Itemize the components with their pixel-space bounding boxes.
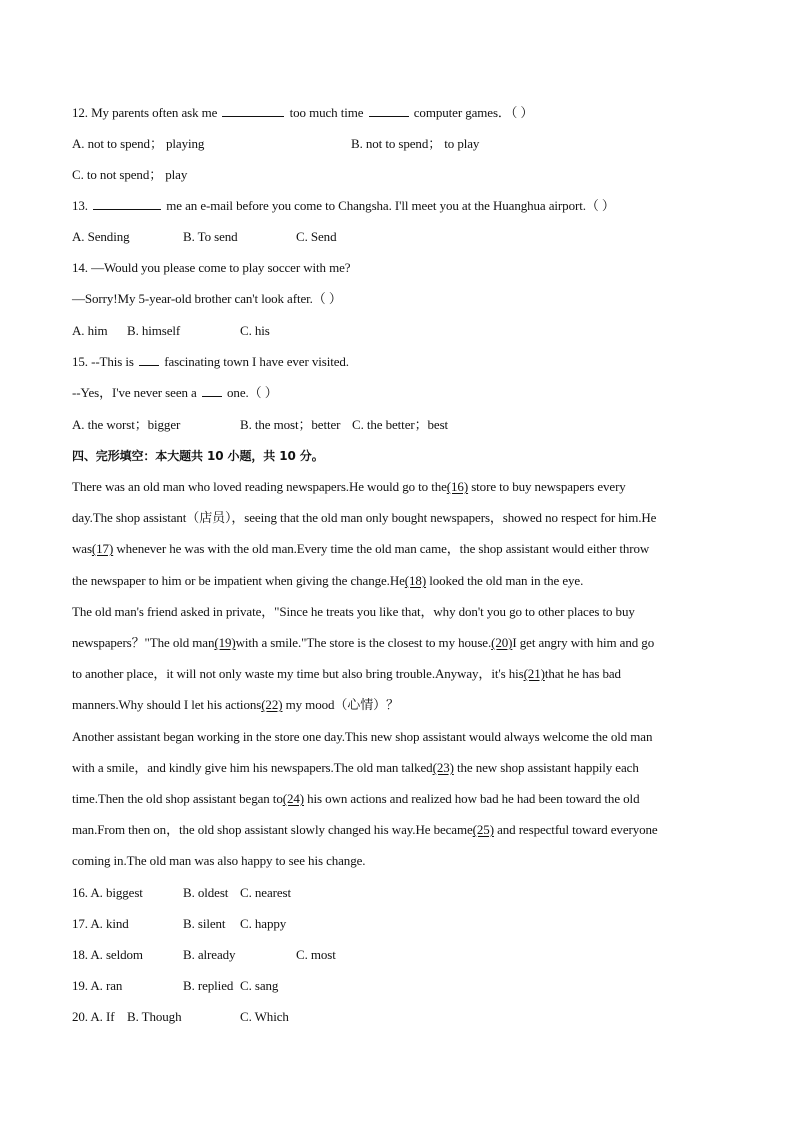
passage-text: newspapers？"The old man [72, 635, 215, 650]
passage-text: the new shop assistant happily each [453, 760, 639, 775]
answer-17-a: 17. A. kind [72, 916, 129, 931]
q15-option-c: C. the better；best [352, 417, 449, 432]
passage-text: was [72, 541, 92, 556]
question-15-line1 [72, 353, 349, 371]
q12-option-a: A. not to spend； playing [72, 136, 205, 151]
answer-blank [202, 384, 222, 397]
question-14-line1: 14. —Would you please come to play soccer with me? [72, 260, 351, 275]
passage-line [72, 634, 654, 652]
blank-18: (18) [404, 573, 427, 588]
passage-line [72, 790, 639, 808]
passage-text: whenever he was with the old man.Every time the old man came，the shop assistant would either throw [113, 541, 650, 556]
passage-line: Another assistant began working in the store one day.This new shop assistant would always welcome the old man [72, 729, 653, 744]
q15-line2-b: one.（ ） [227, 385, 278, 400]
q13-option-a: A. Sending [72, 229, 130, 244]
answer-19-b: B. replied [183, 978, 234, 993]
answer-20-a: 20. A. If [72, 1009, 115, 1024]
passage-text: with a smile."The store is the closest to my house. [235, 635, 492, 650]
q12-stem-a: 12. My parents often ask me [72, 105, 218, 120]
blank-20: (20) [491, 635, 513, 650]
passage-line [72, 696, 399, 714]
passage-line [72, 665, 621, 683]
q15-line1-b: fascinating town I have ever visited. [164, 354, 349, 369]
question-13-stem [72, 197, 615, 215]
passage-text: time.Then the old shop assistant began to [72, 791, 283, 806]
passage-text: the newspaper to him or be impatient when giving the change.He [72, 573, 405, 588]
q14-option-a: A. him [72, 323, 108, 338]
q15-line2-a: --Yes，I've never seen a [72, 385, 197, 400]
q12-stem-b: too much time [289, 105, 364, 120]
answer-17-c: C. happy [240, 916, 287, 931]
answer-20-c: C. Which [240, 1009, 289, 1024]
answer-17-b: B. silent [183, 916, 226, 931]
blank-23: (23) [432, 760, 454, 775]
passage-text: that he has bad [544, 666, 621, 681]
blank-25: (25) [472, 822, 494, 837]
answer-20-b: B. Though [127, 1009, 182, 1024]
question-12-stem [72, 104, 533, 122]
blank-21: (21) [523, 666, 545, 681]
question-14-line2: —Sorry!My 5-year-old brother can't look after.（ ） [72, 291, 342, 306]
q12-option-c: C. to not spend； play [72, 167, 188, 182]
passage-text: to another place，it will not only waste my time but also bring trouble.Anyway，it's his [72, 666, 524, 681]
blank-22: (22) [261, 697, 283, 712]
blank-24: (24) [282, 791, 304, 806]
q12-stem-c: computer games．（ ） [413, 105, 534, 120]
passage-line [72, 821, 658, 839]
passage-text: store to buy newspapers every [468, 479, 626, 494]
answer-16-a: 16. A. biggest [72, 885, 143, 900]
answer-blank [369, 104, 409, 117]
passage-text: man.From then on，the old shop assistant slowly changed his way.He became [72, 822, 473, 837]
answer-19-c: C. sang [240, 978, 279, 993]
passage-line [72, 478, 626, 496]
blank-16: (16) [446, 479, 469, 494]
passage-text: with a smile，and kindly give him his newspapers.The old man talked [72, 760, 433, 775]
passage-line [72, 540, 649, 558]
section-4-title: 四、完形填空：本大题共 10 小题，共 10 分。 [72, 449, 324, 463]
passage-line: day.The shop assistant（店员），seeing that the old man only bought newspapers，showed no respect for him.He [72, 510, 657, 525]
q13-stem-b: me an e-mail before you come to Changsha. I'll meet you at the Huanghua airport.（ ） [166, 198, 615, 213]
passage-text: and respectful toward everyone [493, 822, 658, 837]
answer-18-c: C. most [296, 947, 336, 962]
answer-18-a: 18. A. seldom [72, 947, 143, 962]
passage-text: his own actions and realized how bad he had been toward the old [304, 791, 640, 806]
answer-19-a: 19. A. ran [72, 978, 123, 993]
q13-option-b: B. To send [183, 229, 238, 244]
passage-text: looked the old man in the eye. [426, 573, 584, 588]
passage-text: my mood（心情）？ [282, 697, 399, 712]
passage-line: coming in.The old man was also happy to see his change. [72, 853, 366, 868]
q15-option-b: B. the most；better [240, 417, 341, 432]
passage-line [72, 759, 639, 777]
answer-blank [222, 104, 284, 117]
passage-text: I get angry with him and go [512, 635, 655, 650]
q14-option-c: C. his [240, 323, 270, 338]
answer-16-b: B. oldest [183, 885, 229, 900]
passage-text: There was an old man who loved reading newspapers.He would go to the [72, 479, 447, 494]
q14-option-b: B. himself [127, 323, 181, 338]
passage-line [72, 572, 583, 590]
blank-19: (19) [214, 635, 236, 650]
q15-option-a: A. the worst；bigger [72, 417, 181, 432]
answer-18-b: B. already [183, 947, 236, 962]
answer-blank [139, 353, 159, 366]
answer-16-c: C. nearest [240, 885, 291, 900]
q15-line1-a: 15. --This is [72, 354, 134, 369]
q13-stem-a: 13. [72, 198, 88, 213]
answer-blank [93, 197, 161, 210]
q13-option-c: C. Send [296, 229, 337, 244]
q12-option-b: B. not to spend； to play [351, 136, 480, 151]
question-15-line2 [72, 384, 278, 402]
passage-line: The old man's friend asked in private，"Since he treats you like that，why don't you go to other places to buy [72, 604, 635, 619]
passage-text: manners.Why should I let his actions [72, 697, 262, 712]
blank-17: (17) [91, 541, 114, 556]
